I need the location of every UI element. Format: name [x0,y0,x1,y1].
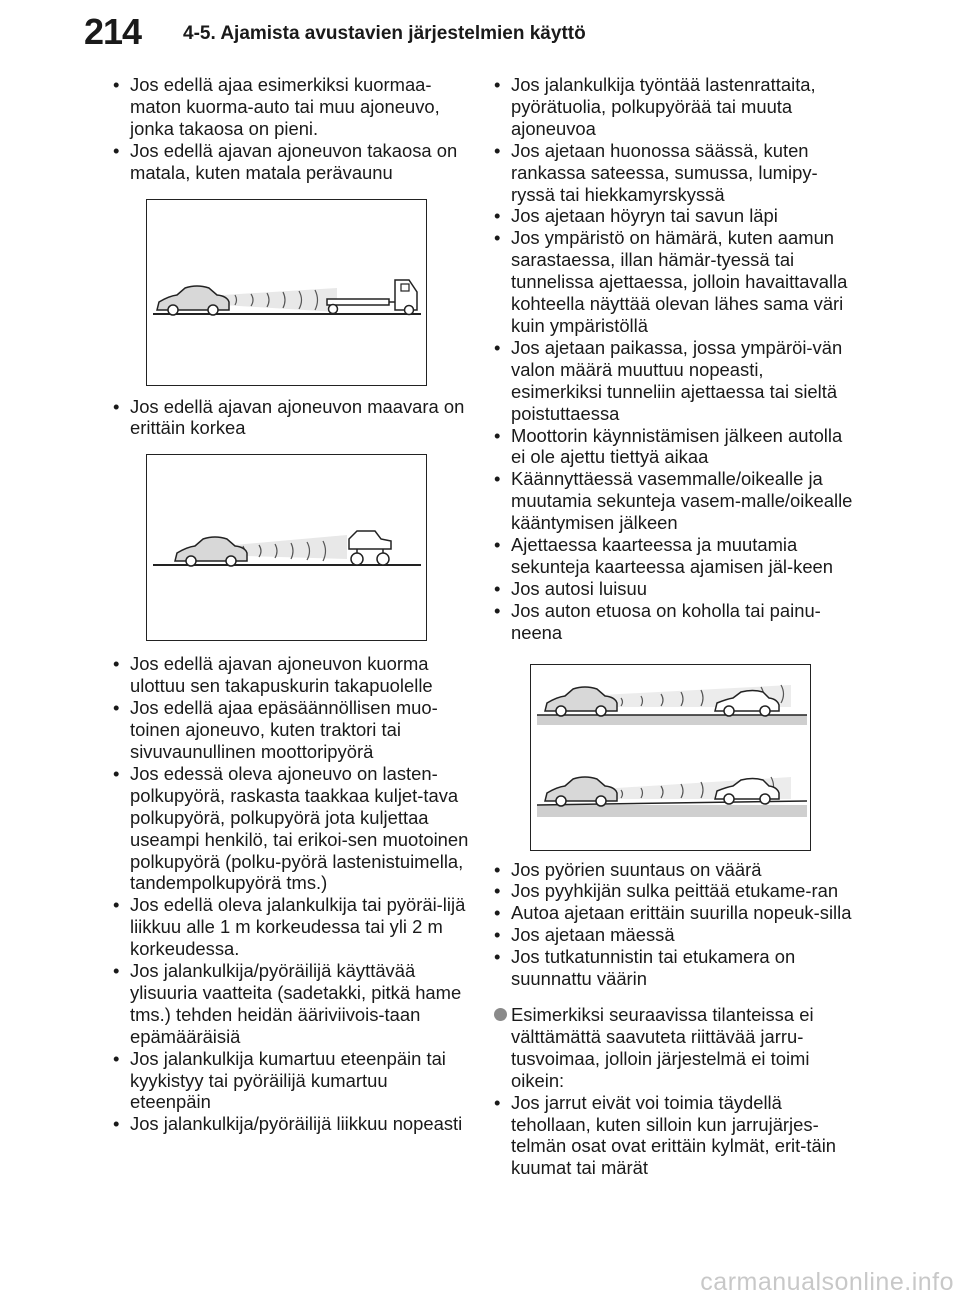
high-clearance-illustration [147,455,428,642]
list-item: • Jos pyörien suuntaus on väärä [494,859,854,881]
list-item: • Ajettaessa kaarteessa ja muutamia sekunteja kaarteessa ajamisen jäl-keen [494,534,854,578]
bullet-list [494,1092,854,1180]
figure-low-trailer [146,199,427,386]
low-trailer-illustration [147,200,428,387]
page-number: 214 [84,11,142,52]
list-item: • Jos edellä ajaa epäsäännöllisen muo-toinen ajoneuvo, kuten traktori tai sivuvaunullinen moottoripyörä [113,697,473,763]
bullet-list [113,396,473,440]
bullet-list [494,859,854,990]
right-column [494,74,854,1179]
list-item: • Jos autosi luisuu [494,578,854,600]
list-item: • Jos ajetaan paikassa, jossa ympäröi-vän valon määrä muuttuu nopeasti, esimerkiksi tunneliin ajettaessa tai sieltä poistuttaessa [494,337,854,425]
bullet-circle-icon [494,1008,507,1021]
watermark: carmanualsonline.info [700,1268,954,1296]
list-item: • Jos jalankulkija työntää lastenrattaita, pyörätuolia, polkupyörää tai muuta ajoneuvoa [494,74,854,140]
list-item: • Jos pyyhkijän sulka peittää etukame-ran [494,880,854,902]
list-item: • Jos ajetaan höyryn tai savun läpi [494,205,854,227]
section-title: 4-5. Ajamista avustavien järjestelmien käyttö [183,23,586,44]
list-item: • Jos edessä oleva ajoneuvo on lasten-polkupyörä, raskasta taakkaa kuljet-tava polkupyörä, polkupyörä jota kuljettaa useampi henkilö, tai erikoi-sen muotoinen polkupyörä (polku-pyörä lastenistuimella, tandempolkupyörä tms.) [113,763,473,894]
list-item: • Jos ajetaan huonossa säässä, kuten rankassa sateessa, sumussa, lumipy-ryssä tai hiekkamyrskyssä [494,140,854,206]
figure-curve-and-slope [530,664,811,851]
list-item: • Jos ympäristö on hämärä, kuten aamun sarastaessa, illan hämär-tyessä tai tunnelissa ajettaessa, jolloin havaittavalla kohteella näyttää olevan lähes sama väri kuin ympäristöllä [494,227,854,337]
list-item: • Jos edellä oleva jalankulkija tai pyöräi-lijä liikkuu alle 1 m korkeudessa tai yli 2 m korkeudessa. [113,894,473,960]
list-item: • Jos jalankulkija kumartuu eteenpäin tai kyykistyy tai pyöräilijä kumartuu eteenpäin [113,1048,473,1114]
bullet-list [494,74,854,644]
list-item: • Käännyttäessä vasemmalle/oikealle ja muutamia sekunteja vasem-malle/oikealle kääntymisen jälkeen [494,468,854,534]
left-column [113,74,473,1135]
list-item: • Jos jarrut eivät voi toimia täydellä tehollaan, kuten silloin kun jarrujärjes-telmän osat ovat erittäin kylmät, erit-täin kuumat tai märät [494,1092,854,1180]
note-paragraph [494,1004,854,1092]
list-item: • Jos edellä ajaa esimerkiksi kuormaa-maton kuorma-auto tai muu ajoneuvo, jonka takaosa on pieni. [113,74,473,140]
list-item: • Jos edellä ajavan ajoneuvon kuorma ulottuu sen takapuskurin takapuolelle [113,653,473,697]
bullet-list [113,74,473,184]
bullet-list [113,653,473,1135]
list-item: • Moottorin käynnistämisen jälkeen autolla ei ole ajettu tiettyä aikaa [494,425,854,469]
list-item: • Jos tutkatunnistin tai etukamera on suunnattu väärin [494,946,854,990]
list-item: • Jos edellä ajavan ajoneuvon maavara on erittäin korkea [113,396,473,440]
list-item: • Jos jalankulkija/pyöräilijä liikkuu nopeasti [113,1113,473,1135]
note-text: Esimerkiksi seuraavissa tilanteissa ei välttämättä saavuteta riittävää jarru-tusvoimaa, jolloin järjestelmä ei toimi oikein: [511,1004,814,1091]
list-item: • Jos auton etuosa on koholla tai painu-neena [494,600,854,644]
list-item: • Jos ajetaan mäessä [494,924,854,946]
list-item: • Jos edellä ajavan ajoneuvon takaosa on matala, kuten matala perävaunu [113,140,473,184]
list-item: • Jos jalankulkija/pyöräilijä käyttävää ylisuuria vaatteita (sadetakki, pitkä hame tms.) tehden heidän ääriviivois-taan epämääräisiä [113,960,473,1048]
curve-and-slope-illustration [531,665,812,852]
figure-high-clearance [146,454,427,641]
list-item: • Autoa ajetaan erittäin suurilla nopeuk-silla [494,902,854,924]
